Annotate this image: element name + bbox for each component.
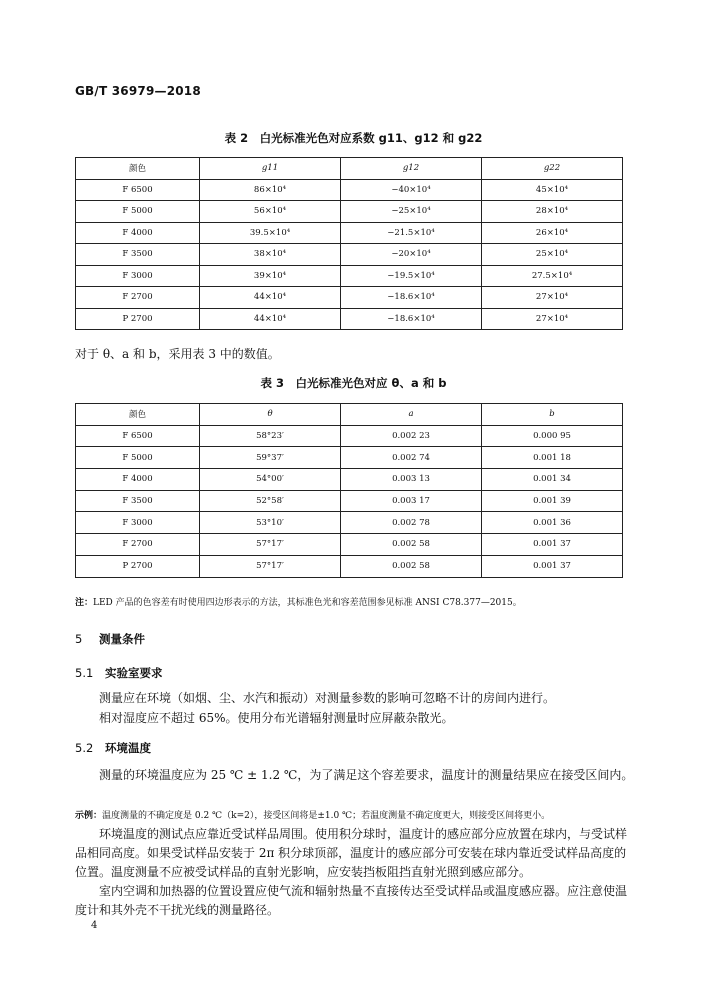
table-row [76, 244, 623, 266]
table3-col-color: 颜色 [76, 404, 200, 426]
table-row [76, 469, 623, 491]
table3-col-b: b [482, 404, 623, 426]
color-cell: F 2700 [76, 534, 200, 556]
value-cell: −18.6×10⁴ [341, 287, 482, 309]
table2-col-g22: g22 [482, 158, 623, 180]
color-cell: F 4000 [76, 469, 200, 491]
value-cell: −20×10⁴ [341, 244, 482, 266]
section-5-1-paragraph-2: 相对湿度应不超过 65%。使用分布光谱辐射测量时应屏蔽杂散光。 [99, 711, 454, 725]
section-5-2-paragraph-1: 测量的环境温度应为 25 ℃ ± 1.2 ℃，为了满足这个容差要求，温度计的测量结果应在接受区间内。 [99, 768, 634, 782]
color-cell: F 3500 [76, 244, 200, 266]
value-cell: 0.002 78 [341, 512, 482, 534]
section-5-1-number: 5.1 [75, 666, 94, 680]
value-cell: 57°17′ [200, 555, 341, 577]
value-cell: 0.002 74 [341, 447, 482, 469]
table3-header-row [76, 404, 623, 426]
table-row [76, 201, 623, 223]
value-cell: 39.5×10⁴ [200, 222, 341, 244]
section-5-2-paragraph-2: 环境温度的测试点应靠近受试样品周围。使用积分球时，温度计的感应部分应放置在球内，与受试样品相同高度。如果受试样品安装于 2π 积分球顶部，温度计的感应部分可安装在球内靠近受试样品高度的位置。温度测量不应被受试样品的直射光影响，应安装挡板阻挡直射光照到感应部分。 [75, 827, 628, 879]
table-row [76, 555, 623, 577]
section-5-1-title: 实验室要求 [105, 666, 163, 680]
value-cell: 25×10⁴ [482, 244, 623, 266]
section-5-2-heading [75, 740, 151, 756]
standard-number: GB/T 36979—2018 [75, 84, 201, 98]
value-cell: 0.002 23 [341, 425, 482, 447]
color-cell: F 3500 [76, 490, 200, 512]
value-cell: 57°17′ [200, 534, 341, 556]
section-5-heading [75, 631, 145, 647]
example-label: 示例： [75, 811, 103, 821]
table-row [76, 512, 623, 534]
value-cell: 38×10⁴ [200, 244, 341, 266]
section-5-2-example [75, 808, 635, 821]
section-5-1-paragraph-1: 测量应在环境（如烟、尘、水汽和振动）对测量参数的影响可忽略不计的房间内进行。 [99, 691, 556, 705]
value-cell: 27×10⁴ [482, 308, 623, 330]
section-5-title: 测量条件 [99, 632, 145, 646]
section-5-2-paragraph-3: 室内空调和加热器的位置设置应使气流和辐射热量不直接传达至受试样品或温度感应器。应注意使温度计和其外壳不干扰光线的测量路径。 [75, 884, 628, 917]
table-row [76, 534, 623, 556]
value-cell: 44×10⁴ [200, 308, 341, 330]
table-row [76, 265, 623, 287]
color-cell: F 3000 [76, 265, 200, 287]
table2-col-g12: g12 [341, 158, 482, 180]
value-cell: 59°37′ [200, 447, 341, 469]
color-cell: F 5000 [76, 447, 200, 469]
value-cell: 28×10⁴ [482, 201, 623, 223]
value-cell: 26×10⁴ [482, 222, 623, 244]
table-row [76, 490, 623, 512]
table-row [76, 447, 623, 469]
color-cell: F 6500 [76, 179, 200, 201]
table3-col-a: a [341, 404, 482, 426]
value-cell: −21.5×10⁴ [341, 222, 482, 244]
table2 [75, 157, 623, 330]
value-cell: −18.6×10⁴ [341, 308, 482, 330]
table3-col-theta: θ [200, 404, 341, 426]
note-label: 注： [75, 598, 94, 608]
table3-intro: 对于 θ、a 和 b，采用表 3 中的数值。 [75, 347, 280, 361]
value-cell: 54°00′ [200, 469, 341, 491]
section-5-2-title: 环境温度 [105, 741, 151, 755]
value-cell: −40×10⁴ [341, 179, 482, 201]
table2-col-color: 颜色 [76, 158, 200, 180]
value-cell: 0.002 58 [341, 555, 482, 577]
table2-col-g11: g11 [200, 158, 341, 180]
value-cell: 0.001 37 [482, 555, 623, 577]
value-cell: 0.001 37 [482, 534, 623, 556]
page-number: 4 [91, 920, 98, 931]
value-cell: 56×10⁴ [200, 201, 341, 223]
value-cell: −25×10⁴ [341, 201, 482, 223]
table-row [76, 222, 623, 244]
section-5-2-number: 5.2 [75, 741, 94, 755]
table3-caption: 表 3 白光标准光色对应 θ、a 和 b [260, 376, 447, 390]
value-cell: 44×10⁴ [200, 287, 341, 309]
color-cell: F 3000 [76, 512, 200, 534]
color-cell: F 6500 [76, 425, 200, 447]
value-cell: 0.001 34 [482, 469, 623, 491]
value-cell: 86×10⁴ [200, 179, 341, 201]
value-cell: 0.002 58 [341, 534, 482, 556]
value-cell: 0.001 18 [482, 447, 623, 469]
color-cell: F 4000 [76, 222, 200, 244]
example-text: 温度测量的不确定度是 0.2 ℃（k=2），接受区间将是±1.0 ℃；若温度测量不确定度更大，则接受区间将更小。 [102, 811, 551, 821]
value-cell: 0.000 95 [482, 425, 623, 447]
value-cell: 0.003 13 [341, 469, 482, 491]
note-text: LED 产品的色容差有时使用四边形表示的方法，其标准色光和容差范围参见标准 ANSI C78.377—2015。 [93, 598, 522, 608]
color-cell: F 2700 [76, 287, 200, 309]
color-cell: P 2700 [76, 555, 200, 577]
value-cell: 27.5×10⁴ [482, 265, 623, 287]
value-cell: −19.5×10⁴ [341, 265, 482, 287]
table3 [75, 403, 623, 578]
value-cell: 45×10⁴ [482, 179, 623, 201]
value-cell: 39×10⁴ [200, 265, 341, 287]
value-cell: 52°58′ [200, 490, 341, 512]
color-cell: P 2700 [76, 308, 200, 330]
table-row [76, 308, 623, 330]
table2-caption: 表 2 白光标准光色对应系数 g11、g12 和 g22 [224, 131, 483, 145]
section-5-1-heading [75, 665, 163, 681]
table-row [76, 179, 623, 201]
value-cell: 0.003 17 [341, 490, 482, 512]
table-note [75, 595, 635, 608]
value-cell: 27×10⁴ [482, 287, 623, 309]
table-row [76, 425, 623, 447]
value-cell: 0.001 36 [482, 512, 623, 534]
table2-header-row [76, 158, 623, 180]
value-cell: 53°10′ [200, 512, 341, 534]
section-5-number: 5 [75, 632, 83, 646]
color-cell: F 5000 [76, 201, 200, 223]
table-row [76, 287, 623, 309]
value-cell: 58°23′ [200, 425, 341, 447]
value-cell: 0.001 39 [482, 490, 623, 512]
